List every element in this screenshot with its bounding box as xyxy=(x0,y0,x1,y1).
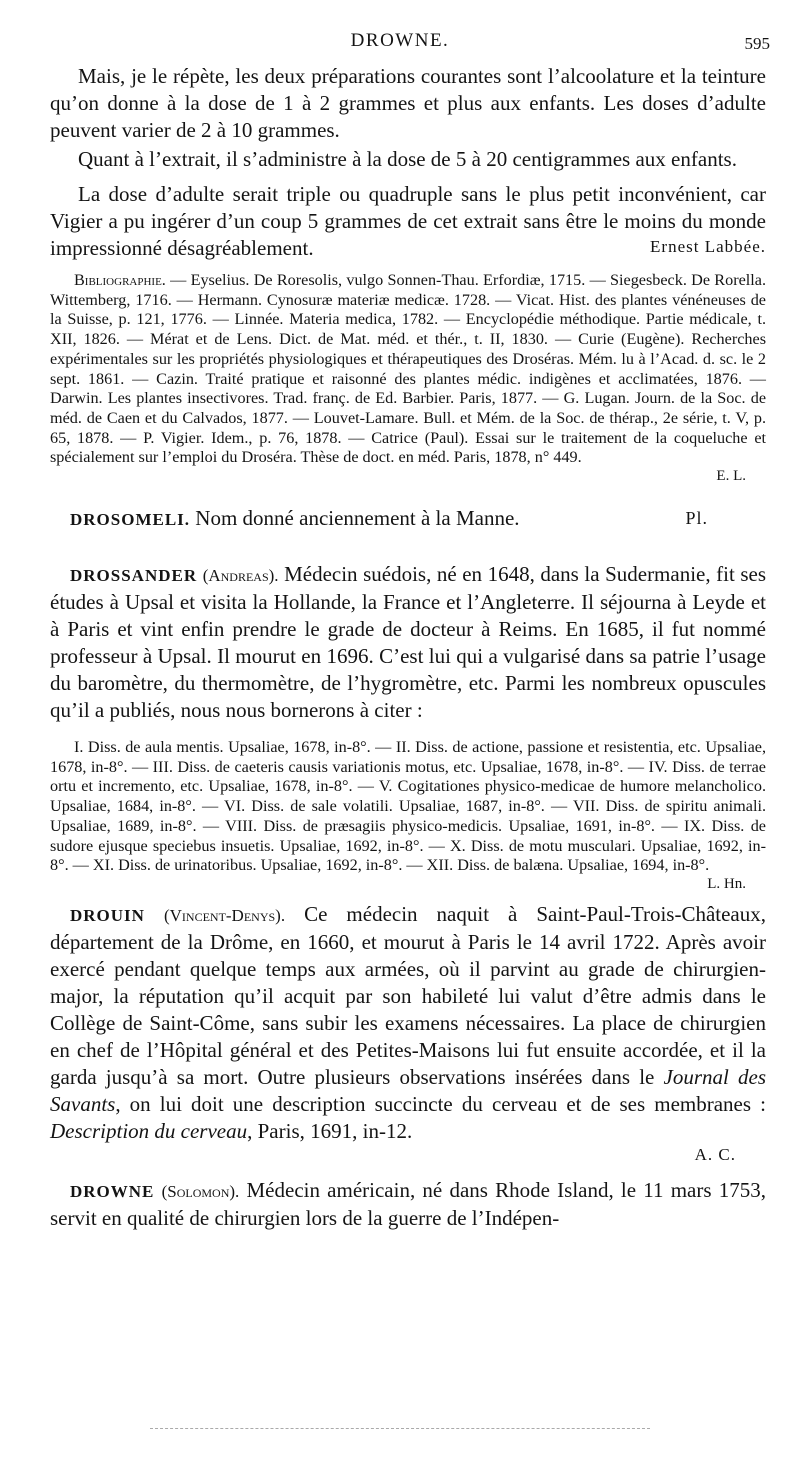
entry-headword: DROSOMELI. xyxy=(70,510,191,530)
entry-headword: DROWNE xyxy=(70,1181,155,1201)
intro-paragraph-2: Quant à l’extrait, il s’administre à la dose de 5 à 20 centigrammes aux enfants. xyxy=(78,147,737,171)
bibliography-text: — Eyselius. De Roresolis, vulgo Sonnen-Thau. Erfordiæ, 1715. — Siegesbeck. De Rorella. Wittemberg, 1716. — Hermann. Cynosuræ materiæ medicæ. 1728. — Vicat. Hist. des plantes vénéneuses de la Suisse, p. 121, 1776. — Linnée. Materia medica, 1782. — Encyclopédie méthodique. Partie médicale, t. XII, 1826. — Mérat et de Lens. Dict. de Mat. méd. et thér., t. II, 1830. — Curie (Eugène). Recherches expérimentales sur les propriétés physiologiques et thérapeutiques des Droséras. Mém. lu à l’Acad. d. sc. le 2 sept. 1861. — Cazin. Traité pratique et raisonné des plantes médic. indigènes et acclimatées, 1876. — Darwin. Les plantes insectivores. Trad. franç. de Ed. Barbier. Paris, 1877. — G. Lugan. Journ. de la Soc. de méd. de Caen et du Calvados, 1877. — Louvet-Lamare. Bull. et Mém. de la Soc. de thérap., 2e série, t. V, p. 65, 1878. — P. Vigier. Idem., p. 76, 1878. — Catrice (Paul). Essai sur le traitement de la coqueluche et spécialement sur l’emploi du Droséra. Thèse de doct. en méd. Paris, 1878, n° 449. xyxy=(50,271,766,467)
entry-forename: (Solomon). xyxy=(161,1181,240,1201)
intro-paragraph-1: Mais, je le répète, les deux préparations courantes sont l’alcoolature et la teinture qu’on donne à la dose de 1 à 2 grammes et plus aux enfants. Les doses d’adulte peuvent varier de 2 à 10 grammes. xyxy=(50,64,766,142)
drossander-works: I. Diss. de aula mentis. Upsaliae, 1678, in-8°. — II. Diss. de actione, passione et resistentia, etc. Upsaliae, 1678, in-8°. — III. Diss. de caeteris causis variationis motus, etc. Upsaliae, 1678, in-8°. — IV. Diss. de terrae ortu et incremento, etc. Upsaliae, 1678, in-8°. — V. Cogitationes physico-medicae de humore melancholico. Upsaliae, 1684, in-8°. — VI. Diss. de sale volatili. Upsaliae, 1687, in-8°. — VII. Diss. de spiritu animali. Upsaliae, 1689, in-8°. — VIII. Diss. de præsagiis physico-medicis. Upsaliae, 1691, in-8°. — IX. Diss. de sudore ejusque speciebus insuetis. Upsaliae, 1692, in-8°. — X. Diss. de motu musculari. Upsaliae, 1692, in-8°. — XI. Diss. de urinatoribus. Upsaliae, 1692, in-8°. — XII. Diss. de balæna. Upsaliae, 1694, in-8°. xyxy=(50,738,766,875)
entry-text: Médecin suédois, né en 1648, dans la Sudermanie, fit ses études à Upsal et visita la Hollande, la France et l’Angleterre. Il séjourna à Leyde et à Paris et vint enfin prendre le grade de docteur à Reims. En 1685, il fut nommé professeur à Upsal. Il mourut en 1696. C’est lui qui a vulgarisé dans sa patrie l’usage du baromètre, du thermomètre, de l’hygromètre, etc. Parmi les nombreux opuscules qu’il a publiés, nous nous bornerons à citer : xyxy=(50,562,767,723)
entry-forename: (Andreas). xyxy=(202,566,279,586)
entry-drowne xyxy=(50,1177,766,1232)
work-title: Description du cerveau xyxy=(50,1118,248,1143)
entry-headword: DROSSANDER xyxy=(70,566,198,586)
entry-drossander xyxy=(50,561,766,724)
running-head: DROWNE. xyxy=(350,30,450,51)
footer-rule xyxy=(150,1428,650,1429)
page-content xyxy=(50,63,766,1232)
drouin-signature: A. C. xyxy=(694,1144,736,1164)
entry-text: Médecin américain, né dans Rhode Island, le 11 mars 1753, servit en qualité de chirurgien lors de la guerre de l’Indépen- xyxy=(50,1177,766,1230)
entry-drouin: DROUIN (Vincent-Denys). Ce médecin naquit à Saint-Paul-Trois-Châteaux, département de la Drôme, en 1660, et mourut à Paris le 14 avril 1722. Après avoir exercé pendant quelque temps aux armées, où il parvint au grade de chirurgien-major, la réputation qu’il acquit par son habileté lui valut d’être admis dans le Collège de Saint-Côme, sans subir les examens nécessaires. La place de chirurgien en chef de l’Hôpital général et des Petites-Maisons lui fut ensuite accordée, et il la garda jusqu’à sa mort. Outre plusieurs observations insérées dans le Journal des Savants, on lui doit une description succincte du cerveau et de ses membranes : Description du cerveau, Paris, 1691, in-12. xyxy=(50,901,767,1143)
intro-paragraph-3: La dose d’adulte serait triple ou quadruple sans le plus petit inconvénient, car Vigier a pu ingérer d’un coup 5 grammes de cet extrait sans être le moins du monde impressionné désagréablement. xyxy=(50,182,766,260)
journal-title: Journal des Savants xyxy=(50,1064,766,1116)
bibliography xyxy=(50,271,766,468)
entry-drosomeli xyxy=(50,505,766,533)
page-header xyxy=(0,28,800,56)
bibliography-signature: E. L. xyxy=(716,468,746,485)
drossander-signature: L. Hn. xyxy=(707,875,746,892)
entry-text: Nom donné anciennement à la Manne. xyxy=(190,506,520,531)
bibliography-label: Bibliographie. xyxy=(74,271,166,289)
intro-signature: Ernest Labbée. xyxy=(650,237,766,256)
page-number: 595 xyxy=(744,34,770,53)
entry-signature: Pl. xyxy=(685,508,708,529)
entry-headword: DROUIN xyxy=(70,905,145,925)
entry-forename: (Vincent-Denys). xyxy=(163,905,286,925)
